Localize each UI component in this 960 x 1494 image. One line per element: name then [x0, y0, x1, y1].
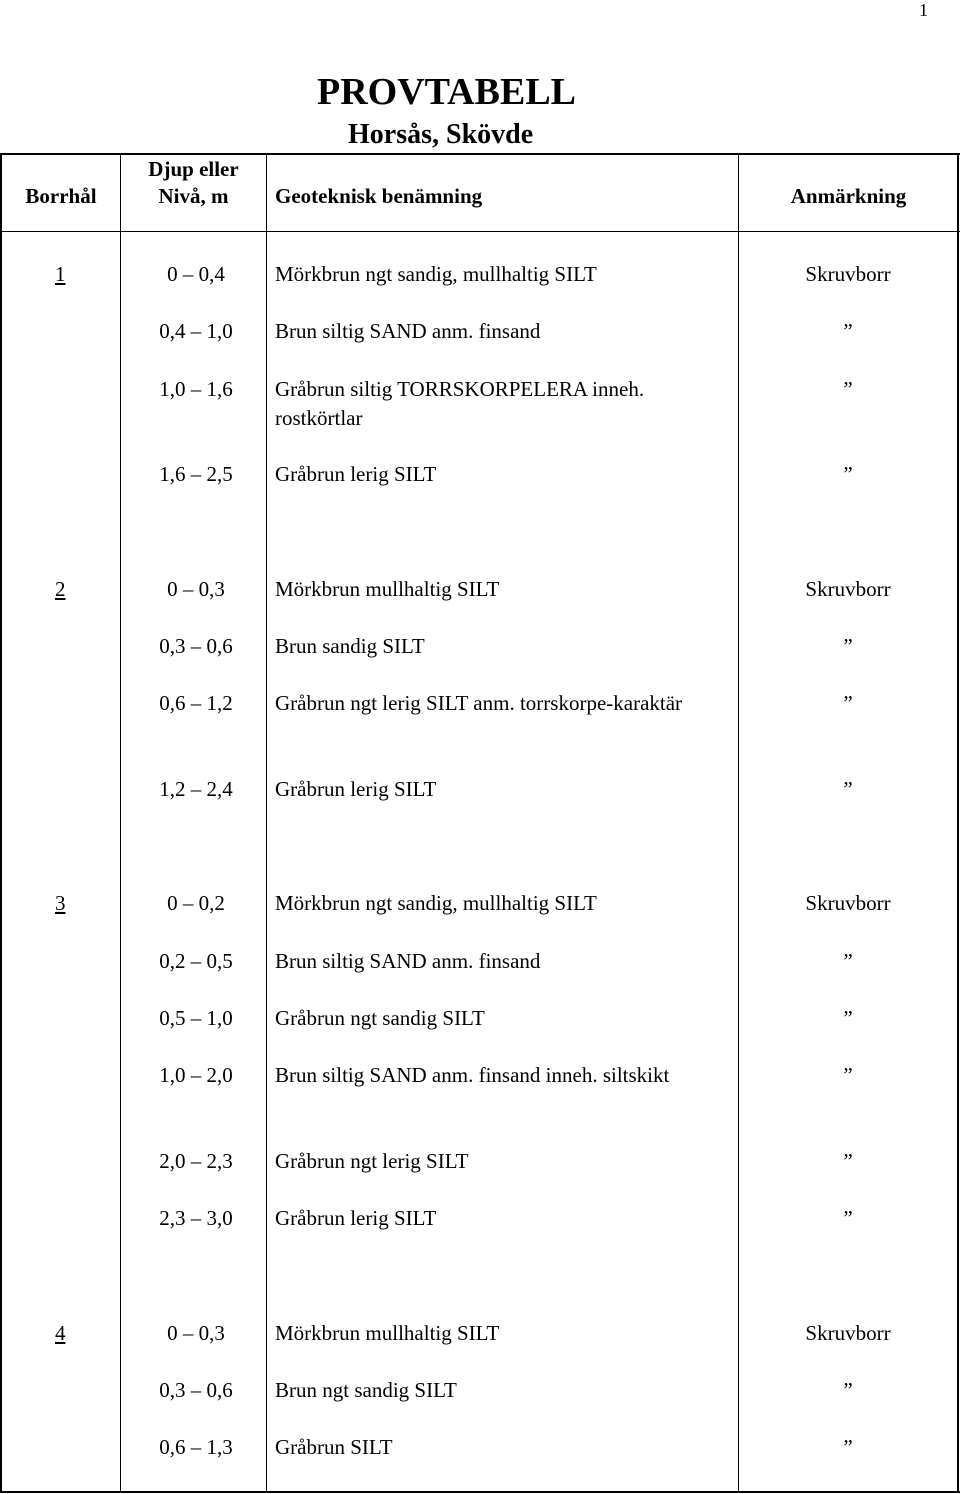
header-djup-line2: Nivå, m [158, 184, 229, 208]
depth-range: 0 – 0,3 [167, 577, 225, 601]
depth-range: 0 – 0,4 [167, 262, 225, 286]
geotechnical-description: Gråbrun siltig TORRSKORPELERA inneh. rostkörtlar [275, 377, 645, 430]
depth-range: 1,2 – 2,4 [159, 777, 233, 801]
remark: Skruvborr [805, 577, 891, 601]
remark: ” [843, 634, 853, 658]
remark: Skruvborr [805, 1321, 891, 1345]
remark: ” [843, 462, 853, 486]
depth-range: 0,5 – 1,0 [159, 1006, 233, 1030]
remark: ” [843, 319, 853, 343]
header-borrhal: Borrhål [25, 184, 97, 208]
geotechnical-description: Gråbrun lerig SILT [275, 777, 437, 801]
depth-range: 0,3 – 0,6 [159, 1378, 233, 1402]
depth-range: 0,3 – 0,6 [159, 634, 233, 658]
header-djup-line1: Djup eller [148, 157, 239, 181]
depth-range: 0 – 0,3 [167, 1321, 225, 1345]
table-bottom-border [0, 1491, 960, 1493]
header-geoteknisk: Geoteknisk benämning [275, 184, 483, 208]
page-title: PROVTABELL [317, 71, 577, 113]
depth-range: 1,0 – 2,0 [159, 1063, 233, 1087]
remark: Skruvborr [805, 262, 891, 286]
geotechnical-description: Gråbrun lerig SILT [275, 1206, 437, 1230]
geotechnical-description: Brun siltig SAND anm. finsand inneh. siltskikt [275, 1063, 670, 1087]
depth-range: 2,3 – 3,0 [159, 1206, 233, 1230]
page-number: 1 [919, 0, 928, 20]
header-bottom-border [0, 231, 960, 232]
remark: ” [843, 377, 853, 401]
depth-range: 1,0 – 1,6 [159, 377, 233, 401]
remark: ” [843, 1063, 853, 1087]
depth-range: 0,6 – 1,3 [159, 1435, 233, 1459]
borehole-id: 2 [55, 577, 66, 601]
geotechnical-description: Mörkbrun ngt sandig, mullhaltig SILT [275, 262, 597, 286]
geotechnical-description: Gråbrun ngt sandig SILT [275, 1006, 485, 1030]
remark: ” [843, 1206, 853, 1230]
page-subtitle: Horsås, Skövde [348, 119, 534, 150]
geotechnical-description: Brun sandig SILT [275, 634, 425, 658]
table-top-border [0, 153, 960, 155]
remark: ” [843, 777, 853, 801]
depth-range: 0 – 0,2 [167, 891, 225, 915]
soil-table [0, 153, 960, 1494]
column-divider [738, 153, 739, 1493]
geotechnical-description: Mörkbrun mullhaltig SILT [275, 577, 500, 601]
geotechnical-description: Brun siltig SAND anm. finsand [275, 319, 541, 343]
geotechnical-description: Mörkbrun ngt sandig, mullhaltig SILT [275, 891, 597, 915]
column-divider [120, 153, 121, 1493]
remark: ” [843, 1149, 853, 1173]
depth-range: 0,6 – 1,2 [159, 691, 233, 715]
borehole-id: 1 [55, 262, 66, 286]
borehole-id: 4 [55, 1321, 66, 1345]
remark: ” [843, 1378, 853, 1402]
geotechnical-description: Gråbrun ngt lerig SILT [275, 1149, 469, 1173]
geotechnical-description: Gråbrun lerig SILT [275, 462, 437, 486]
borehole-id: 3 [55, 891, 66, 915]
geotechnical-description: Gråbrun ngt lerig SILT anm. torrskorpe-karaktär [275, 691, 683, 715]
remark: ” [843, 949, 853, 973]
depth-range: 0,2 – 0,5 [159, 949, 233, 973]
geotechnical-description: Brun ngt sandig SILT [275, 1378, 457, 1402]
depth-range: 2,0 – 2,3 [159, 1149, 233, 1173]
remark: ” [843, 1006, 853, 1030]
depth-range: 1,6 – 2,5 [159, 462, 233, 486]
remark: Skruvborr [805, 891, 891, 915]
column-divider [266, 153, 267, 1493]
table-left-border [0, 153, 2, 1493]
remark: ” [843, 691, 853, 715]
geotechnical-description: Mörkbrun mullhaltig SILT [275, 1321, 500, 1345]
geotechnical-description: Brun siltig SAND anm. finsand [275, 949, 541, 973]
table-right-border [957, 153, 959, 1493]
header-anmarkning: Anmärkning [790, 184, 907, 208]
depth-range: 0,4 – 1,0 [159, 319, 233, 343]
remark: ” [843, 1435, 853, 1459]
geotechnical-description: Gråbrun SILT [275, 1435, 393, 1459]
